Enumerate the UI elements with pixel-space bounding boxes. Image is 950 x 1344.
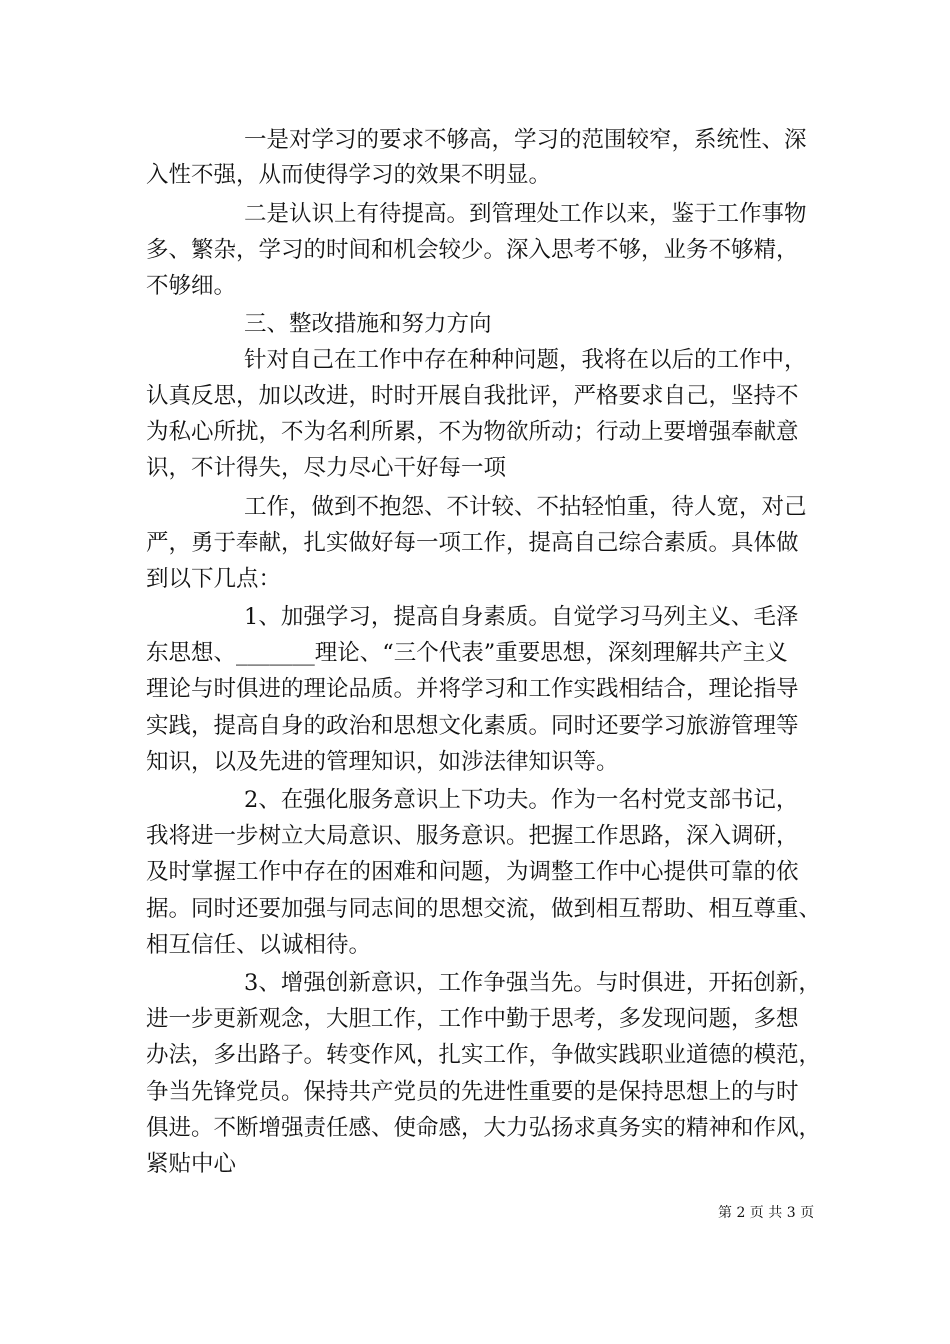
paragraph-line: 据。同时还要加强与同志间的思想交流，做到相互帮助、相互尊重、: [146, 896, 822, 922]
paragraph-line: 针对自己在工作中存在种种问题，我将在以后的工作中，: [244, 347, 807, 373]
section-heading: 三、整改措施和努力方向: [244, 311, 492, 337]
paragraph-line: 认真反思，加以改进，时时开展自我批评，严格要求自己，坚持不: [146, 383, 799, 409]
paragraph-line: 俱进。不断增强责任感、使命感，大力弘扬求真务实的精神和作风，: [146, 1115, 822, 1141]
paragraph-line: 东思想、_______理论、“三个代表”重要思想，深刻理解共产主义: [146, 640, 788, 666]
paragraph-line: 紧贴中心: [146, 1151, 237, 1177]
paragraph-line: 争当先锋党员。保持共产党员的先进性重要的是保持思想上的与时: [146, 1079, 799, 1105]
paragraph-line: 知识，以及先进的管理知识，如涉法律知识等。: [146, 749, 619, 775]
paragraph-line: 二是认识上有待提高。到管理处工作以来，鉴于工作事物: [244, 201, 807, 227]
paragraph-line: 入性不强，从而使得学习的效果不明显。: [146, 162, 552, 188]
paragraph-line: 3、增强创新意识，工作争强当先。与时俱进，开拓创新，: [244, 970, 821, 996]
paragraph-line: 实践，提高自身的政治和思想文化素质。同时还要学习旅游管理等: [146, 713, 799, 739]
paragraph-line: 进一步更新观念，大胆工作，工作中勤于思考，多发现问题，多想: [146, 1006, 799, 1032]
paragraph-line: 及时掌握工作中存在的困难和问题，为调整工作中心提供可靠的依: [146, 859, 799, 885]
paragraph-line: 办法，多出路子。转变作风，扎实工作，争做实践职业道德的模范，: [146, 1042, 822, 1068]
paragraph-line: 一是对学习的要求不够高，学习的范围较窄，系统性、深: [244, 127, 807, 153]
paragraph-line: 到以下几点：: [146, 566, 282, 592]
paragraph-line: 严，勇于奉献，扎实做好每一项工作，提高自己综合素质。具体做: [146, 530, 799, 556]
paragraph-line: 1、加强学习，提高自身素质。自觉学习马列主义、毛泽: [244, 604, 799, 630]
paragraph-line: 识，不计得失，尽力尽心干好每一项: [146, 455, 507, 481]
paragraph-line: 2、在强化服务意识上下功夫。作为一名村党支部书记，: [244, 787, 799, 813]
page-number: 第 2 页 共 3 页: [718, 1205, 815, 1221]
paragraph-line: 理论与时俱进的理论品质。并将学习和工作实践相结合，理论指导: [146, 676, 799, 702]
paragraph-line: 我将进一步树立大局意识、服务意识。把握工作思路，深入调研，: [146, 823, 799, 849]
paragraph-line: 相互信任、以诚相待。: [146, 932, 372, 958]
paragraph-line: 工作，做到不抱怨、不计较、不拈轻怕重，待人宽，对己: [244, 494, 807, 520]
paragraph-line: 为私心所扰，不为名利所累，不为物欲所动；行动上要增强奉献意: [146, 419, 799, 445]
paragraph-line: 不够细。: [146, 273, 237, 299]
paragraph-line: 多、繁杂，学习的时间和机会较少。深入思考不够，业务不够精，: [146, 237, 799, 263]
